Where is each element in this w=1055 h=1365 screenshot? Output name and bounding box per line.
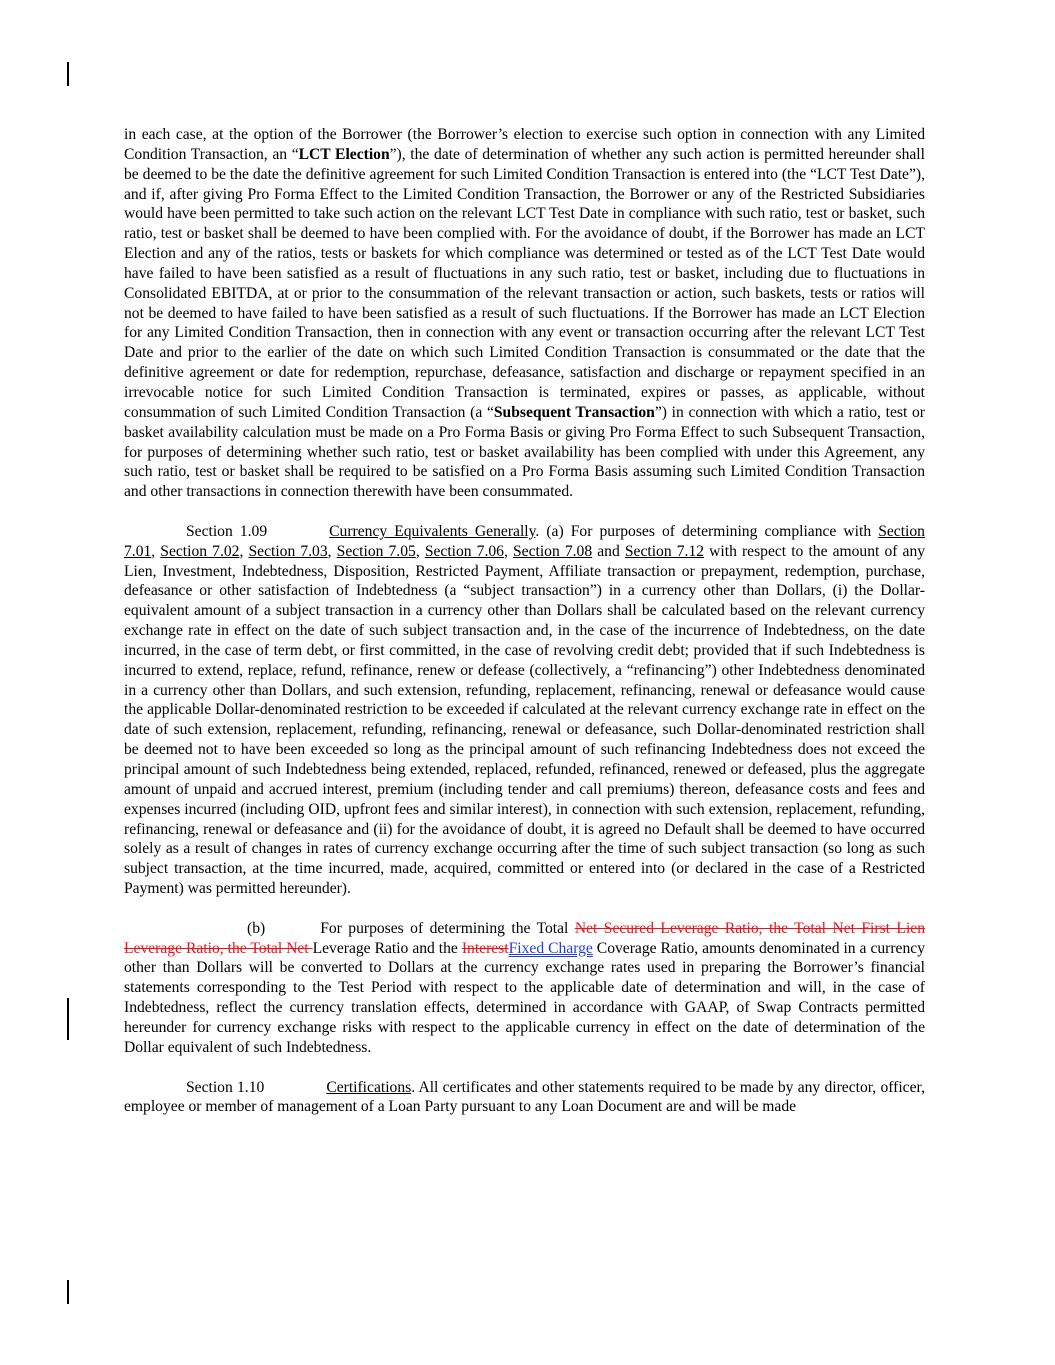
separator: , [415, 542, 425, 560]
separator: , [503, 542, 513, 560]
section-1-09-paragraph [124, 522, 925, 899]
section-reference: Section 7.05 [336, 542, 416, 560]
text-run: ”) in connection with which a ratio, test or basket availability calculation must be made on a Pro Forma Basis or giving Pro Forma Effect to such Subsequent Transaction, for purposes of determining whether such ratio, test or basket availability has been complied with under this Agreement, any such ratio, test or basket shall be required to be satisfied on a Pro Forma Basis assuming such Limited Condition Transaction and other transactions in connection therewith have been consummated. [124, 403, 926, 501]
section-reference: Section 7.08 [512, 542, 593, 560]
text-run: with respect to the amount of any Lien, Investment, Indebtedness, Disposition, Restricted Payment, Affiliate transaction or prepayment, redemption, purchase, defeasance or other satisfaction of Indebtedness (a “subject transaction”) in a currency other than Dollars, (i) the Dollar-equivalent amount of a subject transaction in a currency other than Dollars shall be calculated based on the relevant currency exchange rate in effect on the date of such subject transaction and, in the case of the incurrence of Indebtedness, on the date incurred, in the case of term debt, or first committed, in the case of revolving credit debt; provided that if such Indebtedness is incurred to extend, replace, refund, refinance, renew or defease (collectively, a “refinancing”) other Indebtedness denominated in a currency other than Dollars, and such extension, refunding, replacement, refinancing, renewal or defeasance would cause the applicable Dollar-denominated restriction to be exceeded if calculated at the relevant currency exchange rate in effect on the date of such extension, replacement, refunding, refinancing, renewal or defeasance, such Dollar-denominated restriction shall be deemed not to have been exceeded so long as the principal amount of such refinancing Indebtedness does not exceed the principal amount of such Indebtedness being extended, replaced, refunded, refinanced, renewed or defeased, plus the aggregate amount of unpaid and accrued interest, premium (including tender and call premiums) thereon, defeasance costs and fees and expenses incurred (including OID, upfront fees and similar interest), in connection with such extension, replacement, refunding, refinancing, renewal or defeasance and (ii) for the avoidance of doubt, it is agreed no Default shall be deemed to have occurred solely as a result of changes in rates of currency exchange occurring after the time of such subject transaction (so long as such subject transaction, at the time incurred, made, acquired, committed or entered into (or declared in the case of a Restricted Payment) was permitted hereunder). [124, 542, 926, 898]
section-reference: Section 7.03 [248, 542, 328, 560]
text-run: . All certificates and other statements required to be made by any director, officer, employee or member of management of a Loan Party pursuant to any Loan Document are and will be made [124, 1078, 925, 1116]
section-number: Section 1.09 [186, 522, 268, 540]
change-bar [67, 62, 69, 86]
separator: and [592, 542, 625, 560]
section-reference: Section 7.02 [160, 542, 240, 560]
text-run: in each case, at the option of the Borrower (the Borrower’s election to exercise such option in connection with any Limited Condition Transaction, an “ [124, 126, 925, 163]
separator: , [239, 542, 249, 560]
section-heading: Certifications [326, 1078, 412, 1096]
text-run: Coverage Ratio, amounts denominated in a currency other than Dollars will be converted to Dollars at the currency exchange rates used in preparing the Borrower’s financial statements corresponding to the Test Period with respect to the applicable date of determination and will, in the case of Indebtedness, reflect the currency translation effects, determined in accordance with GAAP, of Swap Contracts permitted hereunder for currency exchange risks with respect to the applicable currency in effect on the date of determination of the Dollar equivalent of such Indebtedness. [124, 939, 925, 1056]
text-run: ”), the date of determination of whether any such action is permitted hereunder shall be deemed to be the date the definitive agreement for such Limited Condition Transaction is entered into (the “LCT Test Date”), and if, after giving Pro Forma Effect to the Limited Condition Transaction, the Borrower or any of the Restricted Subsidiaries would have been permitted to take such action on the relevant LCT Test Date in compliance with such ratio, test or basket, such ratio, test or basket shall be deemed to have been complied with. For the avoidance of doubt, if the Borrower has made an LCT Election and any of the ratios, tests or baskets for which compliance was determined or tested as of the LCT Test Date would have failed to have been satisfied as a result of fluctuations in any such ratio, test or basket, including due to fluctuations in Consolidated EBITDA, at or prior to the consummation of the relevant transaction or action, such baskets, tests or ratios will not be deemed to have failed to have been satisfied as a result of such fluctuations. If the Borrower has made an LCT Election for any Limited Condition Transaction, then in connection with any event or transaction occurring after the relevant LCT Test Date and prior to the earlier of the date on which such Limited Condition Transaction is consummated or the date that the definitive agreement or date for redemption, repurchase, defeasance, satisfaction and discharge or repayment specified in an irrevocable notice for such Limited Condition Transaction is terminated, expires or passes, as applicable, without consummation of such Limited Condition Transaction (a “ [124, 145, 925, 421]
section-1-10-paragraph [124, 1078, 925, 1118]
subsection-label: (b) [247, 919, 266, 937]
paragraph-lct-election [124, 125, 925, 502]
text-run: Leverage Ratio and the [312, 939, 462, 957]
defined-term-lct-election: LCT Election [298, 145, 390, 163]
change-bar [67, 1280, 69, 1304]
section-reference: Section 7.12 [624, 542, 705, 560]
text-run: For purposes of determining the Total [320, 919, 575, 937]
subsection-b-paragraph [124, 919, 925, 1058]
section-reference: Section 7.01 [124, 522, 925, 560]
section-heading: Currency Equivalents Generally [329, 522, 536, 540]
change-bar [67, 998, 69, 1040]
document-body [124, 125, 925, 1137]
separator: , [327, 542, 337, 560]
section-reference: Section 7.06 [424, 542, 504, 560]
inserted-text: Fixed Charge [508, 939, 593, 957]
separator: , [151, 542, 161, 560]
defined-term-subsequent-transaction: Subsequent Transaction [493, 403, 655, 421]
deleted-text: Net Secured Leverage Ratio, the Total Net First Lien Leverage Ratio, the Total Net [124, 919, 925, 957]
deleted-text: Interest [461, 939, 509, 957]
text-run: . (a) For purposes of determining compliance with [535, 522, 879, 540]
section-number: Section 1.10 [186, 1078, 265, 1096]
